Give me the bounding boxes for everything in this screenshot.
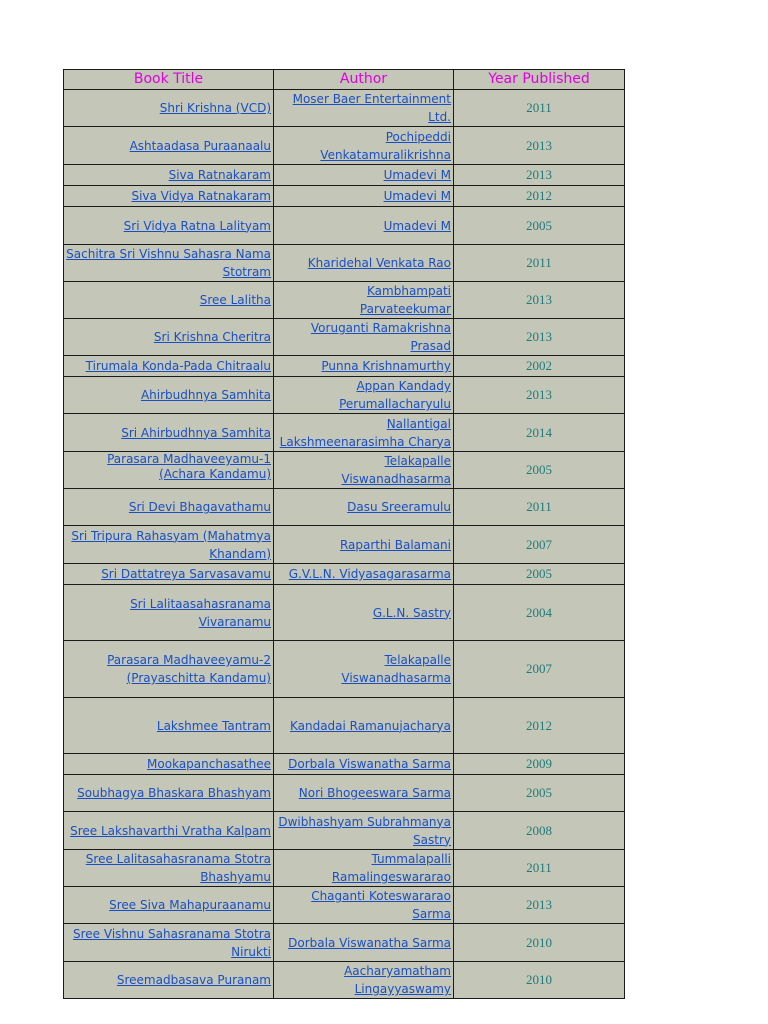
author-cell[interactable] [274,564,454,585]
table-row [64,356,625,377]
author-link[interactable]: Raparthi Balamani [339,537,451,552]
book-title-link[interactable]: Sri Vidya Ratna Lalityam [123,218,271,233]
author-cell[interactable] [274,850,454,887]
table-row [64,641,625,698]
header-book-title[interactable]: Book Title [64,70,274,90]
book-title-link[interactable]: Mookapanchasathee [147,757,271,771]
author-cell[interactable] [274,127,454,165]
book-title-cell[interactable] [64,585,274,641]
year-cell[interactable]: 2013 [454,319,625,356]
book-title-link[interactable]: Parasara Madhaveeyamu-1 (Achara Kandamu) [107,452,271,481]
author-link[interactable]: Telakapalle Viswanadhasarma [341,653,451,685]
book-title-link[interactable]: Siva Vidya Ratnakaram [131,189,271,203]
header-year-published[interactable]: Year Published [454,70,625,90]
author-cell[interactable] [274,282,454,319]
book-title-link[interactable]: Tirumala Konda-Pada Chitraalu [85,359,271,373]
book-title-cell[interactable] [64,356,274,377]
year-cell[interactable]: 2010 [454,962,625,999]
author-cell[interactable] [274,207,454,245]
book-title-link[interactable]: Sree Lalitasahasranama Stotra Bhashyamu [85,852,271,884]
book-title-cell[interactable] [64,319,274,356]
author-link[interactable]: Kharidehal Venkata Rao [307,256,451,270]
year-cell[interactable]: 2002 [454,356,625,377]
table-row [64,698,625,754]
table-row [64,245,625,282]
book-title-cell[interactable] [64,90,274,127]
author-link[interactable]: G.L.N. Sastry [372,605,451,620]
table-row [64,775,625,812]
table-row [64,452,625,489]
book-title-link[interactable]: Sri Lalitaasahasranama Vivaranamu [130,596,271,629]
book-title-cell[interactable] [64,924,274,962]
author-cell[interactable] [274,585,454,641]
book-title-cell[interactable] [64,452,274,489]
author-cell[interactable] [274,775,454,812]
year-cell[interactable]: 2005 [454,775,625,812]
book-title-link[interactable]: Parasara Madhaveeyamu-2 (Prayaschitta Kandamu) [107,653,271,685]
table-row [64,754,625,775]
author-link[interactable]: Dwibhashyam Subrahmanya Sastry [278,814,451,847]
author-cell[interactable] [274,489,454,526]
year-cell[interactable]: 2005 [454,207,625,245]
table-row [64,377,625,414]
header-row [64,70,625,90]
book-title-link[interactable]: Sree Lalitha [199,293,271,307]
book-title-cell[interactable] [64,207,274,245]
author-cell[interactable] [274,698,454,754]
book-title-cell[interactable] [64,641,274,698]
author-link[interactable]: Kambhampati Parvateekumar [359,284,451,316]
book-title-link[interactable]: Sri Devi Bhagavathamu [128,500,271,514]
year-cell[interactable]: 2008 [454,812,625,850]
author-cell[interactable] [274,245,454,282]
author-link[interactable]: Dorbala Viswanatha Sarma [288,935,451,950]
book-title-cell[interactable] [64,564,274,585]
year-cell[interactable]: 2011 [454,90,625,127]
author-cell[interactable] [274,414,454,452]
table-row [64,165,625,186]
book-title-cell[interactable] [64,377,274,414]
author-cell[interactable] [274,962,454,999]
year-cell[interactable]: 2013 [454,282,625,319]
author-link[interactable]: Umadevi M [383,218,451,233]
book-title-link[interactable]: Ahirbudhnya Samhita [140,388,271,402]
table-row [64,850,625,887]
book-title-cell[interactable] [64,526,274,564]
author-cell[interactable] [274,641,454,698]
year-cell[interactable]: 2011 [454,850,625,887]
year-cell[interactable]: 2013 [454,165,625,186]
author-link[interactable]: Tummalapalli Ramalingeswararao [331,852,451,884]
table-row [64,526,625,564]
book-title-cell[interactable] [64,245,274,282]
book-title-link[interactable]: Sreemadbasava Puranam [116,973,271,987]
book-title-cell[interactable] [64,775,274,812]
author-link[interactable]: Appan Kandady Perumallacharyulu [339,379,451,411]
table-row [64,414,625,452]
table-row [64,564,625,585]
book-title-cell[interactable] [64,414,274,452]
table-row [64,812,625,850]
table-row [64,127,625,165]
table-row [64,90,625,127]
table-row [64,282,625,319]
author-cell[interactable] [274,90,454,127]
book-title-cell[interactable] [64,127,274,165]
book-title-link[interactable]: Shri Krishna (VCD) [159,101,271,115]
book-title-link[interactable]: Sree Lakshavarthi Vratha Kalpam [70,823,271,838]
author-cell[interactable] [274,812,454,850]
book-title-cell[interactable] [64,812,274,850]
year-cell[interactable]: 2005 [454,452,625,489]
book-title-link[interactable]: Siva Ratnakaram [168,168,271,182]
table-row [64,924,625,962]
book-title-cell[interactable] [64,489,274,526]
author-cell[interactable] [274,526,454,564]
book-title-link[interactable]: Sree Siva Mahapuraanamu [109,898,271,912]
book-title-link[interactable]: Sree Vishnu Sahasranama Stotra Nirukti [73,926,271,959]
book-title-link[interactable]: Sachitra Sri Vishnu Sahasra Nama Stotram [66,247,271,279]
author-link[interactable]: Pochipeddi Venkatamuralikrishna [320,129,451,162]
year-cell[interactable]: 2014 [454,414,625,452]
author-link[interactable]: Moser Baer Entertainment Ltd. [292,92,451,124]
author-link[interactable]: Voruganti Ramakrishna Prasad [310,321,451,353]
table-row [64,207,625,245]
table-row [64,319,625,356]
table-row [64,962,625,999]
year-cell[interactable]: 2011 [454,245,625,282]
author-link[interactable]: Nallantigal Lakshmeenarasimha Charya [279,416,451,449]
year-cell[interactable]: 2012 [454,698,625,754]
book-title-link[interactable]: Ashtaadasa Puraanaalu [129,138,271,153]
table-row [64,186,625,207]
book-title-link[interactable]: Sri Ahirbudhnya Samhita [121,425,271,440]
book-title-cell[interactable] [64,962,274,999]
book-title-cell[interactable] [64,698,274,754]
book-title-cell[interactable] [64,165,274,186]
year-cell[interactable]: 2005 [454,564,625,585]
year-cell[interactable]: 2011 [454,489,625,526]
author-link[interactable]: Nori Bhogeeswara Sarma [298,786,451,800]
author-link[interactable]: Dasu Sreeramulu [347,500,451,514]
author-cell[interactable] [274,754,454,775]
author-cell[interactable] [274,165,454,186]
book-title-cell[interactable] [64,754,274,775]
book-title-link[interactable]: Soubhagya Bhaskara Bhashyam [77,786,271,800]
year-cell[interactable]: 2012 [454,186,625,207]
book-title-link[interactable]: Sri Dattatreya Sarvasavamu [101,567,271,581]
author-cell[interactable] [274,186,454,207]
author-link[interactable]: G.V.L.N. Vidyasagarasarma [288,567,451,581]
year-cell[interactable]: 2013 [454,127,625,165]
table-row [64,585,625,641]
year-cell[interactable]: 2009 [454,754,625,775]
year-cell[interactable]: 2013 [454,377,625,414]
author-link[interactable]: Kandadai Ramanujacharya [289,718,451,733]
author-link[interactable]: Umadevi M [383,189,451,203]
header-author[interactable]: Author [274,70,454,90]
author-link[interactable]: Telakapalle Viswanadhasarma [341,454,451,486]
author-link[interactable]: Chaganti Koteswararao Sarma [311,889,451,921]
author-cell[interactable] [274,319,454,356]
book-title-cell[interactable] [64,282,274,319]
author-cell[interactable] [274,924,454,962]
book-title-cell[interactable] [64,186,274,207]
book-title-link[interactable]: Sri Tripura Rahasyam (Mahatmya Khandam) [71,528,271,561]
author-cell[interactable] [274,377,454,414]
year-cell[interactable]: 2013 [454,887,625,924]
book-title-link[interactable]: Lakshmee Tantram [156,718,271,733]
author-cell[interactable] [274,452,454,489]
book-title-link[interactable]: Sri Krishna Cheritra [153,330,271,344]
year-cell[interactable]: 2007 [454,641,625,698]
year-cell[interactable]: 2004 [454,585,625,641]
books-table [63,69,625,999]
table-row [64,489,625,526]
book-title-cell[interactable] [64,887,274,924]
author-link[interactable]: Aacharyamatham Lingayyaswamy [344,964,451,996]
author-cell[interactable] [274,356,454,377]
book-title-cell[interactable] [64,850,274,887]
author-link[interactable]: Dorbala Viswanatha Sarma [288,757,451,771]
table-row [64,887,625,924]
year-cell[interactable]: 2010 [454,924,625,962]
author-link[interactable]: Umadevi M [383,168,451,182]
year-cell[interactable]: 2007 [454,526,625,564]
author-cell[interactable] [274,887,454,924]
author-link[interactable]: Punna Krishnamurthy [321,359,451,373]
